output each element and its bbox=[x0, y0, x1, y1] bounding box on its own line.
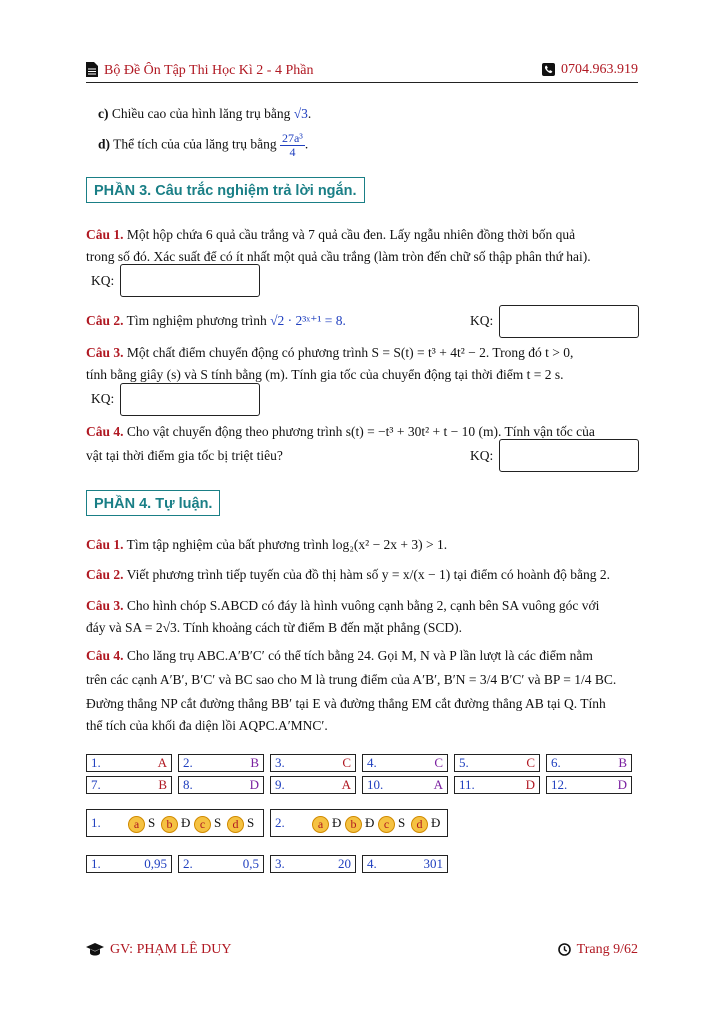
answer-short-value: 0,5 bbox=[242, 856, 259, 871]
answer-mc-value: B bbox=[618, 755, 627, 770]
answer-mc-value: D bbox=[617, 777, 627, 792]
option-d-num: 27a³ bbox=[281, 131, 303, 145]
answer-mc-cell bbox=[454, 754, 540, 772]
answer-short-number: 2. bbox=[183, 856, 193, 871]
answer-tf-item bbox=[193, 810, 221, 836]
part3-q1-line1: Một hộp chứa 6 quả cầu trắng và 7 quả cầu đen. Lấy ngẫu nhiên đồng thời bốn quả bbox=[126, 227, 576, 242]
part4-q4-line3: Đường thẳng NP cắt đường thẳng BB′ tại E và đường thẳng EM cắt đường thẳng AB tại Q. Tính bbox=[86, 696, 606, 711]
answer-mc-number: 2. bbox=[183, 755, 193, 770]
answer-mc-number: 5. bbox=[459, 755, 469, 770]
answer-short-cell bbox=[86, 855, 172, 873]
answer-mc-value: A bbox=[157, 755, 167, 770]
answer-mc-number: 10. bbox=[367, 777, 384, 792]
header-title bbox=[86, 62, 313, 79]
answer-tf-key: b bbox=[345, 816, 362, 833]
answer-tf-key: d bbox=[227, 816, 244, 833]
answer-short-value: 0,95 bbox=[144, 856, 167, 871]
answer-mc-cell bbox=[178, 754, 264, 772]
answer-tf-item bbox=[127, 810, 155, 836]
answer-tf-value: Đ bbox=[365, 815, 375, 830]
option-d-text: Thể tích của của lăng trụ bằng bbox=[113, 136, 277, 152]
part4-q1-label: Câu 1. bbox=[86, 537, 124, 552]
part3-q1 bbox=[86, 224, 638, 246]
part4-q3-line1: Cho hình chóp S.ABCD có đáy là hình vuông cạnh bằng 2, cạnh bên SA vuông góc với bbox=[126, 598, 600, 613]
answer-tf-key: d bbox=[411, 816, 428, 833]
answer-mc-cell bbox=[270, 754, 356, 772]
answer-tf-box bbox=[270, 809, 448, 837]
answer-box-q3[interactable] bbox=[120, 383, 260, 416]
part3-q1-label: Câu 1. bbox=[86, 227, 124, 242]
answer-mc-value: C bbox=[526, 755, 535, 770]
option-c-label: c) bbox=[98, 106, 109, 121]
part4-title: PHẦN 4. Tự luận. bbox=[86, 490, 220, 516]
answer-mc-number: 6. bbox=[551, 755, 561, 770]
answer-mc-cell bbox=[454, 776, 540, 794]
answer-tf-value: S bbox=[398, 815, 406, 830]
part3-q3-line2: tính bằng giây (s) và S tính bằng (m). Tính gia tốc của chuyển động tại thời điểm t = 2 s. bbox=[86, 367, 564, 382]
part3-q2-text: Tìm nghiệm phương trình bbox=[126, 313, 267, 328]
answer-tf-item bbox=[410, 810, 440, 836]
part3-q2-label: Câu 2. bbox=[86, 313, 124, 328]
page-footer bbox=[86, 942, 638, 962]
answer-short-cell bbox=[362, 855, 448, 873]
kq-label: KQ: bbox=[470, 448, 494, 463]
answer-tf-value: S bbox=[247, 815, 255, 830]
answer-tf-key: c bbox=[378, 816, 395, 833]
answer-mc-cell bbox=[362, 776, 448, 794]
answer-tf-value: S bbox=[148, 815, 156, 830]
answer-tf-box bbox=[86, 809, 264, 837]
answer-mc-cell bbox=[546, 776, 632, 794]
part4-q3-line2-wrap bbox=[86, 617, 638, 639]
answer-tf-value: S bbox=[214, 815, 222, 830]
answer-tf-value: Đ bbox=[332, 815, 342, 830]
answer-mc-number: 8. bbox=[183, 777, 193, 792]
part4-q3-line2: đáy và SA = 2√3. Tính khoảng cách từ điểm B đến mặt phẳng (SCD). bbox=[86, 620, 463, 635]
part3-q3 bbox=[86, 342, 638, 364]
option-d-den: 4 bbox=[289, 145, 296, 159]
part4-q1-text: Tìm tập nghiệm của bất phương trình log₂(x² − 2x + 3) > 1. bbox=[126, 537, 448, 552]
answer-tf-item bbox=[226, 810, 254, 836]
part4-q3 bbox=[86, 595, 638, 617]
part3-title: PHẦN 3. Câu trắc nghiệm trả lời ngắn. bbox=[86, 177, 365, 203]
phone-icon bbox=[542, 63, 555, 76]
answer-mc-number: 11. bbox=[459, 777, 475, 792]
footer-page-text: Trang 9/62 bbox=[576, 942, 638, 957]
answer-tf-key: b bbox=[161, 816, 178, 833]
graduation-cap-icon bbox=[86, 943, 104, 956]
header-title-text: Bộ Đề Ôn Tập Thi Học Kì 2 - 4 Phần bbox=[104, 63, 314, 78]
answer-mc-value: A bbox=[433, 777, 443, 792]
answer-tf-item bbox=[344, 810, 374, 836]
answer-mc-number: 9. bbox=[275, 777, 285, 792]
answer-tf-number: 1. bbox=[91, 815, 101, 830]
answer-mc-number: 7. bbox=[91, 777, 101, 792]
answer-mc-cell bbox=[178, 776, 264, 794]
answer-tf-key: c bbox=[194, 816, 211, 833]
answer-short-cell bbox=[270, 855, 356, 873]
answer-box-q1[interactable] bbox=[120, 264, 260, 297]
answer-mc-value: D bbox=[525, 777, 535, 792]
option-c-text: Chiều cao của hình lăng trụ bằng bbox=[111, 106, 291, 121]
footer-author bbox=[86, 942, 231, 958]
option-d: d) Thể tích của của lăng trụ bằng $\frac{\text{27a³}}{4}$ . bbox=[98, 131, 309, 159]
option-c: c) Chiều cao của hình lăng trụ bằng √3. bbox=[98, 106, 312, 121]
footer-page bbox=[558, 942, 638, 958]
answer-mc-cell bbox=[362, 754, 448, 772]
part4-q1 bbox=[86, 534, 638, 556]
answer-tf-key: a bbox=[312, 816, 329, 833]
answer-tf-item bbox=[160, 810, 190, 836]
kq-label: KQ: bbox=[470, 313, 494, 328]
part3-q4-line1: Cho vật chuyển động theo phương trình s(t) = −t³ + 30t² + t − 10 (m). Tính vận tốc của bbox=[126, 424, 595, 439]
part3-q4-line2: vật tại thời điểm gia tốc bị triệt tiêu? bbox=[86, 448, 283, 463]
footer-author-text: GV: PHẠM LÊ DUY bbox=[110, 942, 232, 957]
answer-tf-key: a bbox=[128, 816, 145, 833]
answer-mc-cell bbox=[86, 754, 172, 772]
answer-mc-value: B bbox=[158, 777, 167, 792]
answer-tf-item bbox=[377, 810, 405, 836]
answer-short-cell bbox=[178, 855, 264, 873]
document-icon bbox=[86, 62, 98, 77]
part4-q2-text: Viết phương trình tiếp tuyến của đồ thị hàm số y = x/(x − 1) tại điểm có hoành độ bằng 2. bbox=[126, 567, 610, 582]
header-phone-text: 0704.963.919 bbox=[561, 62, 638, 77]
answer-short-number: 4. bbox=[367, 856, 377, 871]
part3-q3-line1: Một chất điểm chuyển động có phương trình S = S(t) = t³ + 4t² − 2. Trong đó t > 0, bbox=[126, 345, 574, 360]
header-phone bbox=[542, 62, 638, 78]
answer-mc-value: D bbox=[249, 777, 259, 792]
part4-q4 bbox=[86, 645, 638, 667]
part4-q4-label: Câu 4. bbox=[86, 648, 124, 663]
answer-box-q4[interactable] bbox=[499, 439, 639, 472]
part3-q1-line2: trong số đó. Xác suất để có ít nhất một quả cầu trắng (làm tròn đến chữ số thập phân thứ hai). bbox=[86, 249, 591, 264]
part4-q2-label: Câu 2. bbox=[86, 567, 124, 582]
answer-mc-value: A bbox=[341, 777, 351, 792]
page-header bbox=[86, 60, 638, 83]
kq-label: KQ: bbox=[91, 273, 115, 288]
answer-mc-value: B bbox=[250, 755, 259, 770]
answer-short-value: 20 bbox=[338, 856, 351, 871]
answer-mc-cell bbox=[270, 776, 356, 794]
part4-q4-line4: thể tích của khối đa diện lồi AQPC.A′MNC′. bbox=[86, 718, 328, 733]
answer-tf-value: Đ bbox=[181, 815, 191, 830]
answer-tf-number: 2. bbox=[275, 815, 285, 830]
clock-icon bbox=[558, 943, 571, 956]
answer-mc-cell bbox=[86, 776, 172, 794]
answer-mc-number: 1. bbox=[91, 755, 101, 770]
part4-q4-line4-wrap bbox=[86, 715, 638, 737]
answer-short-number: 3. bbox=[275, 856, 285, 871]
part4-q4-line2-wrap bbox=[86, 669, 638, 691]
part4-q4-line2: trên các cạnh A′B′, B′C′ và BC sao cho M là trung điểm của A′B′, B′N = 3/4 B′C′ và BP = 1/4 BC. bbox=[86, 672, 617, 687]
answer-short-number: 1. bbox=[91, 856, 101, 871]
answer-mc-value: C bbox=[342, 755, 351, 770]
answer-short-value: 301 bbox=[423, 856, 443, 871]
part3-q4-label: Câu 4. bbox=[86, 424, 124, 439]
option-d-label: d) bbox=[98, 136, 111, 152]
part4-q4-line3-wrap bbox=[86, 693, 638, 715]
part4-q4-line1: Cho lăng trụ ABC.A′B′C′ có thể tích bằng 24. Gọi M, N và P lần lượt là các điểm nằm bbox=[126, 648, 593, 663]
kq-label: KQ: bbox=[91, 391, 115, 406]
answer-box-q2[interactable] bbox=[499, 305, 639, 338]
option-d-fraction bbox=[280, 132, 305, 159]
answer-mc-cell bbox=[546, 754, 632, 772]
part4-q3-label: Câu 3. bbox=[86, 598, 124, 613]
answer-tf-value: Đ bbox=[431, 815, 441, 830]
part3-q3-label: Câu 3. bbox=[86, 345, 124, 360]
part4-q2 bbox=[86, 564, 638, 586]
answer-mc-value: C bbox=[434, 755, 443, 770]
part3-q2-math: √2 · 2³ˣ⁺¹ = 8. bbox=[270, 313, 346, 328]
answer-mc-number: 12. bbox=[551, 777, 568, 792]
answer-mc-number: 3. bbox=[275, 755, 285, 770]
answer-tf-item bbox=[311, 810, 341, 836]
option-c-math: √3 bbox=[293, 106, 308, 121]
answer-mc-number: 4. bbox=[367, 755, 377, 770]
